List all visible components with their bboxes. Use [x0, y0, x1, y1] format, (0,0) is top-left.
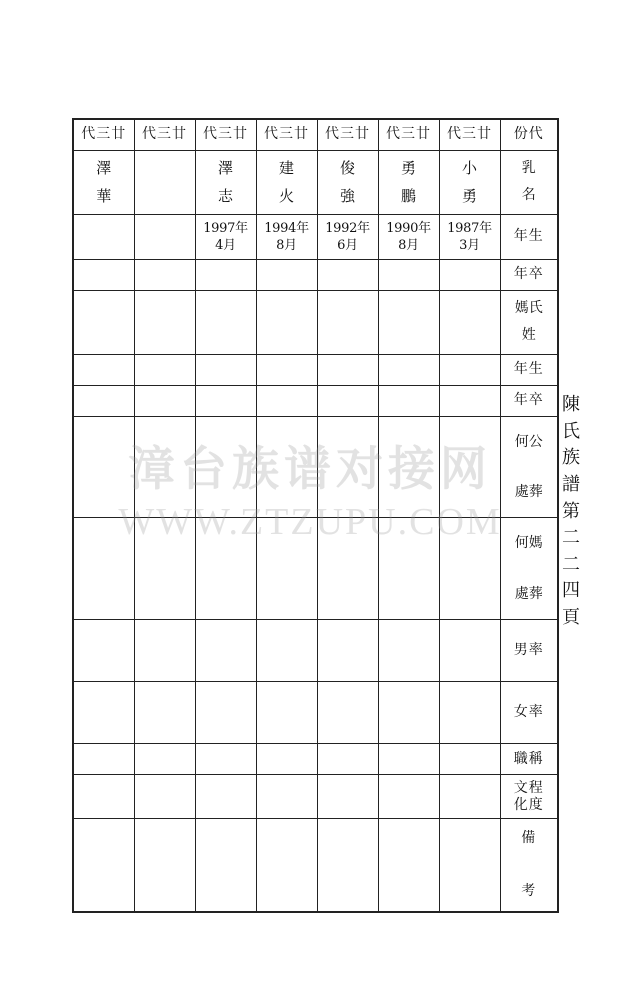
empty-cell	[134, 775, 195, 819]
birth-cell	[256, 214, 317, 259]
row-label-text: 文程 化度	[513, 779, 544, 813]
row-education	[73, 775, 558, 819]
empty-cell	[195, 744, 256, 775]
empty-cell	[73, 682, 134, 744]
empty-cell	[317, 744, 378, 775]
generation-cell	[195, 119, 256, 150]
empty-cell	[439, 290, 500, 354]
birth-cell	[73, 214, 134, 259]
row-father-burial-place	[73, 416, 558, 518]
row-mother-birth-year	[73, 354, 558, 385]
name-text: 俊強	[339, 158, 355, 205]
row-daughters-count	[73, 682, 558, 744]
row-label-text: 年生	[513, 228, 544, 245]
row-mother-surname	[73, 290, 558, 354]
empty-cell	[73, 744, 134, 775]
empty-cell	[195, 518, 256, 620]
row-sons-count	[73, 620, 558, 682]
name-cell	[134, 150, 195, 214]
empty-cell	[378, 620, 439, 682]
empty-cell	[256, 518, 317, 620]
empty-cell	[317, 290, 378, 354]
empty-cell	[73, 290, 134, 354]
empty-cell	[134, 620, 195, 682]
row-label-text: 年卒	[513, 392, 544, 409]
generation-text: 代三廿	[447, 126, 492, 143]
birth-cell	[378, 214, 439, 259]
empty-cell	[378, 744, 439, 775]
empty-cell	[317, 416, 378, 518]
empty-cell	[134, 744, 195, 775]
generation-cell	[73, 119, 134, 150]
name-text: 建火	[278, 158, 294, 205]
empty-cell	[439, 518, 500, 620]
birth-text: 1990年 8月	[386, 220, 431, 253]
empty-cell	[73, 259, 134, 290]
row-label-text: 年卒	[513, 266, 544, 283]
empty-cell	[134, 819, 195, 912]
empty-cell	[439, 620, 500, 682]
empty-cell	[378, 518, 439, 620]
empty-cell	[439, 354, 500, 385]
birth-text: 1987年 3月	[447, 220, 492, 253]
genealogy-table	[72, 118, 559, 913]
empty-cell	[195, 354, 256, 385]
empty-cell	[73, 416, 134, 518]
empty-cell	[439, 385, 500, 416]
empty-cell	[256, 385, 317, 416]
row-birth-year	[73, 214, 558, 259]
generation-cell	[378, 119, 439, 150]
birth-text: 1994年 8月	[264, 220, 309, 253]
empty-cell	[439, 682, 500, 744]
empty-cell	[195, 682, 256, 744]
row-label-job-title	[500, 744, 558, 775]
row-remarks	[73, 819, 558, 912]
row-label-mother-surname	[500, 290, 558, 354]
name-cell	[73, 150, 134, 214]
name-cell	[195, 150, 256, 214]
empty-cell	[317, 385, 378, 416]
page-side-title: 陳氏族譜第二二四頁	[562, 394, 580, 628]
empty-cell	[195, 416, 256, 518]
row-label-death-year	[500, 259, 558, 290]
empty-cell	[256, 290, 317, 354]
generation-cell	[317, 119, 378, 150]
empty-cell	[73, 518, 134, 620]
empty-cell	[256, 819, 317, 912]
generation-text: 代三廿	[81, 126, 127, 143]
generation-cell	[134, 119, 195, 150]
name-cell	[378, 150, 439, 214]
empty-cell	[317, 775, 378, 819]
empty-cell	[134, 682, 195, 744]
empty-cell	[378, 819, 439, 912]
row-death-year	[73, 259, 558, 290]
row-generation	[73, 119, 558, 150]
empty-cell	[256, 744, 317, 775]
birth-text: 1992年 6月	[325, 220, 370, 253]
empty-cell	[73, 775, 134, 819]
empty-cell	[317, 518, 378, 620]
row-label-mother-birth-year	[500, 354, 558, 385]
row-label-text: 年生	[513, 361, 544, 378]
empty-cell	[195, 819, 256, 912]
birth-text: 1997年 4月	[203, 220, 248, 253]
row-label-text: 媽氏姓	[514, 300, 543, 343]
birth-cell	[317, 214, 378, 259]
row-label-remarks	[500, 819, 558, 912]
empty-cell	[256, 620, 317, 682]
empty-cell	[439, 819, 500, 912]
empty-cell	[317, 259, 378, 290]
row-label-mother-burial-place	[500, 518, 558, 620]
row-label-text: 女率	[513, 704, 544, 721]
empty-cell	[317, 354, 378, 385]
empty-cell	[134, 259, 195, 290]
birth-cell	[439, 214, 500, 259]
empty-cell	[73, 620, 134, 682]
empty-cell	[439, 775, 500, 819]
empty-cell	[317, 682, 378, 744]
birth-cell	[195, 214, 256, 259]
empty-cell	[378, 354, 439, 385]
empty-cell	[439, 416, 500, 518]
empty-cell	[73, 354, 134, 385]
empty-cell	[195, 259, 256, 290]
generation-text: 代三廿	[203, 126, 248, 143]
row-label-text: 男率	[513, 642, 544, 659]
row-label-education	[500, 775, 558, 819]
row-label-text: 備	[521, 830, 537, 847]
empty-cell	[134, 290, 195, 354]
row-label-text: 職稱	[513, 750, 544, 767]
row-label-text: 何公處葬	[514, 433, 543, 500]
row-label-text: 何媽處葬	[514, 535, 543, 602]
empty-cell	[256, 354, 317, 385]
generation-cell	[256, 119, 317, 150]
watermark-chinese: 漳台族谱对接网	[128, 442, 492, 497]
empty-cell	[378, 259, 439, 290]
empty-cell	[73, 819, 134, 912]
empty-cell	[378, 682, 439, 744]
empty-cell	[256, 259, 317, 290]
empty-cell	[378, 385, 439, 416]
empty-cell	[134, 354, 195, 385]
empty-cell	[73, 385, 134, 416]
empty-cell	[378, 290, 439, 354]
row-label-text: 乳名	[521, 160, 536, 203]
row-label-sons-count	[500, 620, 558, 682]
name-text: 勇鵬	[400, 158, 416, 205]
generation-text: 代三廿	[325, 126, 370, 143]
row-label-text: 份代	[513, 126, 544, 143]
row-label-mother-death-year	[500, 385, 558, 416]
name-cell	[439, 150, 500, 214]
name-text: 澤志	[217, 158, 233, 205]
name-text: 澤華	[96, 158, 112, 205]
empty-cell	[256, 682, 317, 744]
generation-text: 代三廿	[264, 126, 309, 143]
generation-text: 代三廿	[386, 126, 431, 143]
empty-cell	[195, 290, 256, 354]
empty-cell	[134, 416, 195, 518]
row-mother-death-year	[73, 385, 558, 416]
row-label-birth-year	[500, 214, 558, 259]
empty-cell	[317, 620, 378, 682]
row-label-father-burial-place	[500, 416, 558, 518]
row-label-childhood-name	[500, 150, 558, 214]
empty-cell	[256, 775, 317, 819]
birth-cell	[134, 214, 195, 259]
empty-cell	[439, 259, 500, 290]
empty-cell	[195, 385, 256, 416]
row-label-generation	[500, 119, 558, 150]
empty-cell	[439, 744, 500, 775]
empty-cell	[378, 775, 439, 819]
row-job-title	[73, 744, 558, 775]
name-text: 小勇	[461, 158, 477, 205]
name-cell	[256, 150, 317, 214]
empty-cell	[378, 416, 439, 518]
watermark-url: WWW.ZTZUPU.COM	[118, 501, 502, 543]
empty-cell	[195, 620, 256, 682]
name-cell	[317, 150, 378, 214]
row-label-daughters-count	[500, 682, 558, 744]
row-label-text: 考	[521, 882, 537, 899]
empty-cell	[256, 416, 317, 518]
generation-text: 代三廿	[142, 126, 187, 143]
empty-cell	[134, 518, 195, 620]
empty-cell	[317, 819, 378, 912]
empty-cell	[195, 775, 256, 819]
generation-cell	[439, 119, 500, 150]
empty-cell	[134, 385, 195, 416]
row-mother-burial-place	[73, 518, 558, 620]
row-childhood-name	[73, 150, 558, 214]
